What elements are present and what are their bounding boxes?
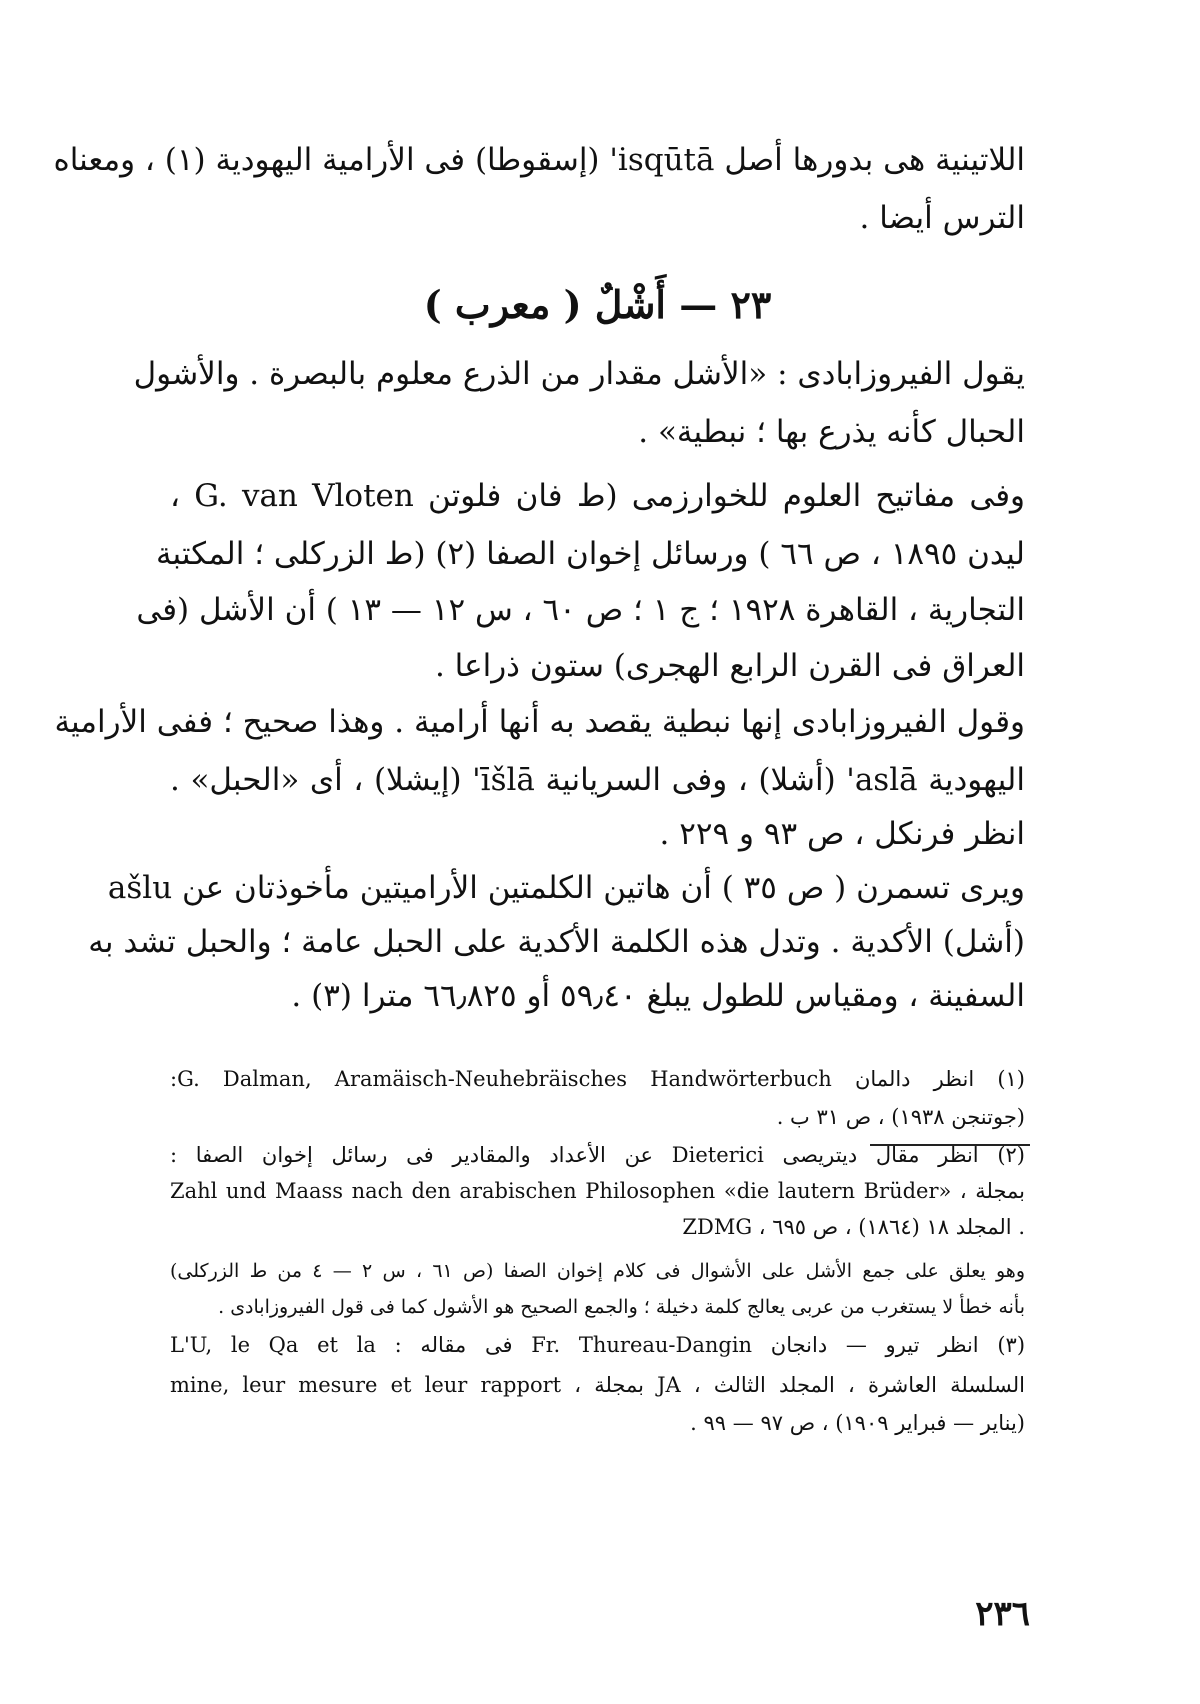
body-line: وفى مفاتيح العلوم للخوارزمى (ط فان فلوتن G. van Vloten ، — [170, 478, 1025, 514]
section-heading: ٢٣ — أَشْلٌ ( معرب ) — [423, 282, 772, 327]
body-line: انظر فرنكل ، ص ٩٣ و ٢٢٩ . — [659, 816, 1025, 852]
footnote-line: (يناير — فبراير ١٩٠٩) ، ص ٩٧ — ٩٩ . — [690, 1411, 1025, 1435]
footnote-comment-line: وهو يعلق على جمع الأشل على الأشوال فى كلام إخوان الصفا (ص ٦١ ، س ٢ — ٤ من ط الزركلى) — [170, 1260, 1025, 1282]
body-line: العراق فى القرن الرابع الهجرى) ستون ذراعا . — [434, 648, 1025, 684]
body-line: السفينة ، ومقياس للطول يبلغ ٥٩٫٤٠ أو ٦٦٫٨٢٥ مترا (٣) . — [291, 978, 1025, 1014]
body-line: التجارية ، القاهرة ١٩٢٨ ؛ ج ١ ؛ ص ٦٠ ، س ١٢ — ١٣ ) أن الأشل (فى — [136, 592, 1025, 628]
body-line: وقول الفيروزابادى إنها نبطية يقصد به أنها أرامية . وهذا صحيح ؛ ففى الأرامية — [54, 704, 1025, 740]
body-line: اللاتينية هى بدورها أصل isqūtā' (إسقوطا) فى الأرامية اليهودية (١) ، ومعناه — [53, 142, 1025, 178]
body-line: اليهودية aslā' (أشلا) ، وفى السريانية īšlā' (إيشلا) ، أى «الحبل» . — [170, 762, 1025, 798]
body-line: (أشل) الأكدية . وتدل هذه الكلمة الأكدية على الحبل عامة ؛ والحبل تشد به — [88, 924, 1025, 960]
body-line: يقول الفيروزابادى : «الأشل مقدار من الذرع معلوم بالبصرة . والأشول — [133, 356, 1025, 392]
footnote-line: (٢) انظر مقال ديتريصى Dieterici عن الأعداد والمقادير فى رسائل إخوان الصفا : — [170, 1143, 1025, 1167]
footnote-comment-line: بأنه خطأ لا يستغرب من عربى يعالج كلمة دخيلة ؛ والجمع الصحيح هو الأشول كما فى قول الفيروزابادى . — [218, 1296, 1025, 1318]
body-line: الحبال كأنه يذرع بها ؛ نبطية» . — [638, 414, 1025, 450]
body-line: ويرى تسمرن ( ص ٣٥ ) أن هاتين الكلمتين الأراميتين مأخوذتان عن ašlu — [107, 870, 1025, 906]
body-line: ليدن ١٨٩٥ ، ص ٦٦ ) ورسائل إخوان الصفا (٢) (ط الزركلى ؛ المكتبة — [155, 536, 1025, 572]
footnote-line: (٣) انظر تيرو — دانجان Fr. Thureau-Dangin فى مقاله : L'U, le Qa et la — [170, 1333, 1026, 1357]
footnote-line: Zahl und Maass nach den arabischen Philosophen «die lautern Brüder» ، بمجلة — [170, 1179, 1025, 1203]
footnote-line: ZDMG ، المجلد ١٨ (١٨٦٤) ، ص ٦٩٥ . — [682, 1215, 1025, 1239]
footnote-line: (١) انظر دالمان G. Dalman, Aramäisch-Neuhebräisches Handwörterbuch: — [170, 1067, 1025, 1091]
footnote-line: mine, leur mesure et leur rapport ، بمجلة JA ، السلسلة العاشرة ، المجلد الثالث — [170, 1373, 1025, 1397]
footnote-line: (جوتنجن ١٩٣٨) ، ص ٣١ ب . — [776, 1105, 1025, 1129]
page-number: ٢٣٦ — [975, 1594, 1030, 1634]
body-line: الترس أيضا . — [859, 200, 1025, 236]
